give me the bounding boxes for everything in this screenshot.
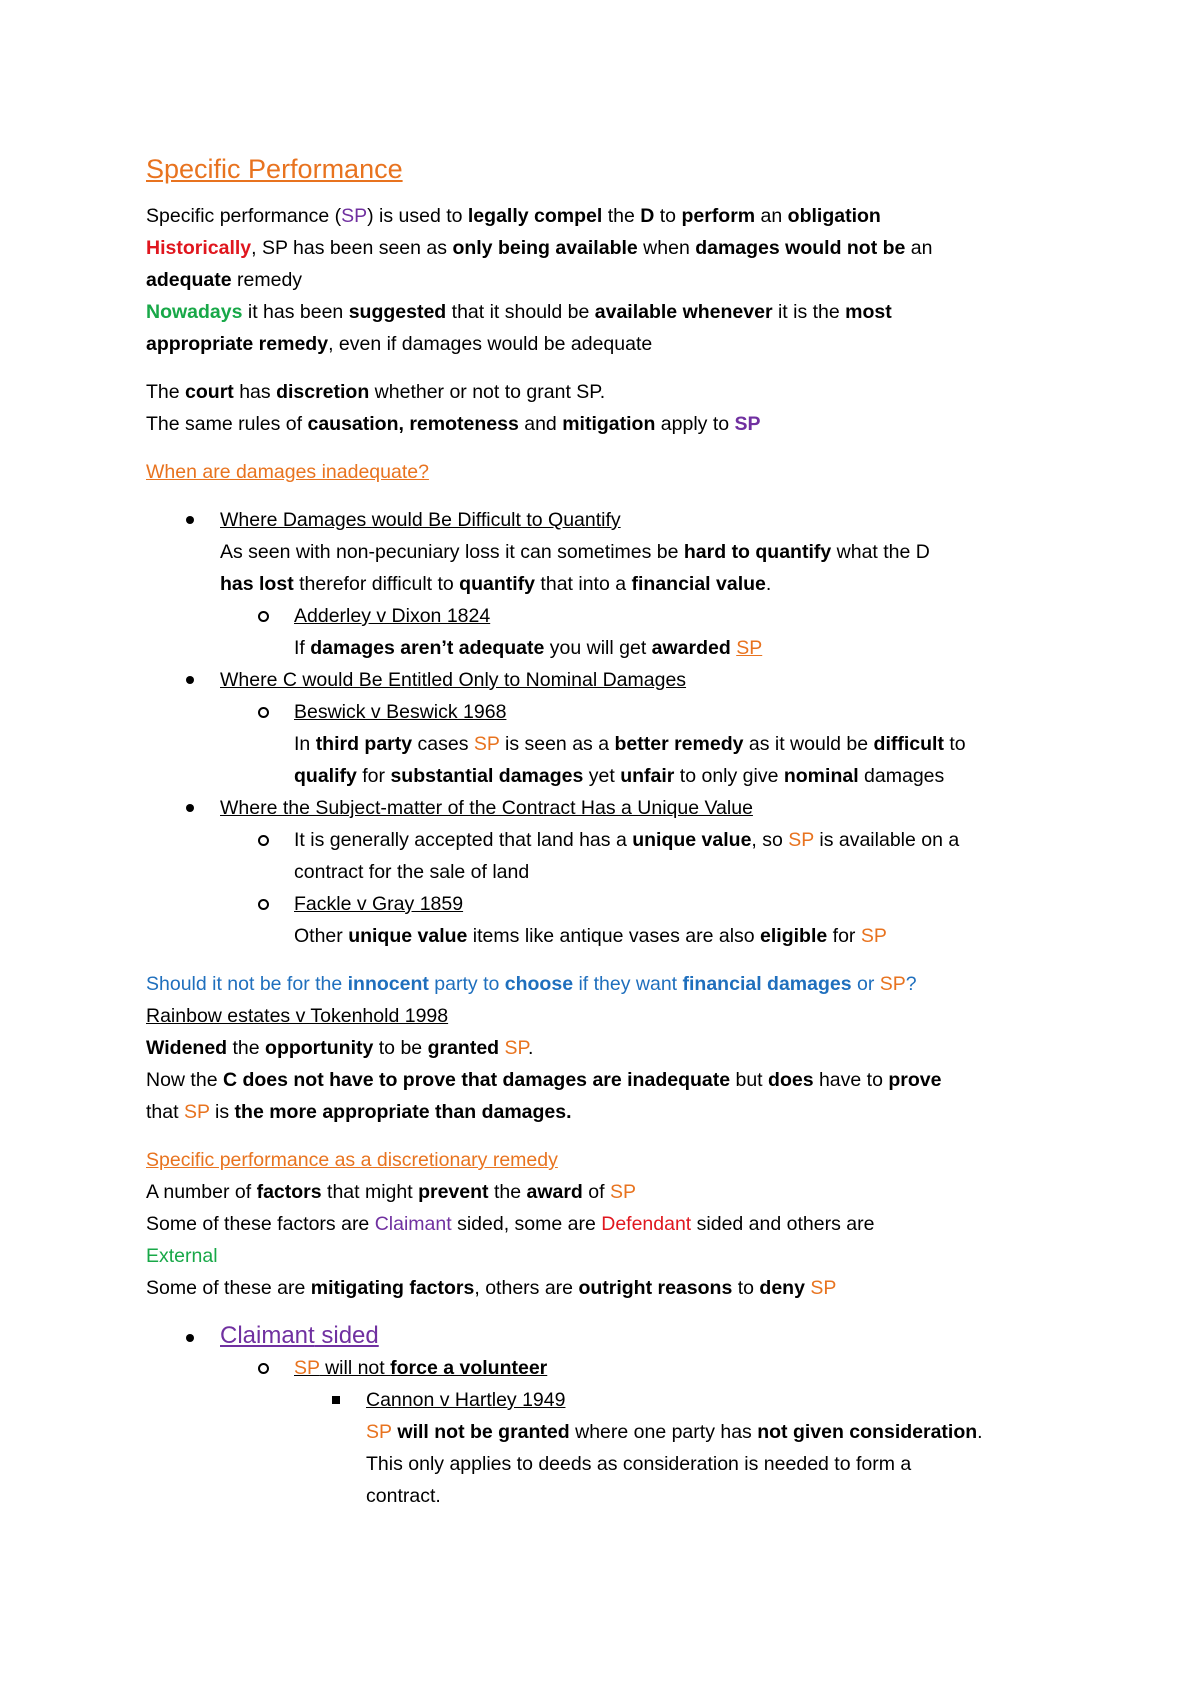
sub-bullet-marker [258,611,269,622]
case-name: Beswick v Beswick 1968 [294,701,507,723]
case-note: In third party cases SP is seen as a better remedy as it would be difficult to [294,733,966,755]
case-note: qualify for substantial damages yet unfair to only give nominal damages [294,765,945,787]
case-rainbow: Rainbow estates v Tokenhold 1998 [146,1005,449,1027]
bullet-title: Claimant sided [220,1322,379,1349]
sub-bullet-marker [258,835,269,846]
sub-bullet-marker [258,899,269,910]
intro-line-2: Historically, SP has been seen as only being available when damages would not be an [146,237,933,259]
court-line-1: The court has discretion whether or not to grant SP. [146,381,606,403]
bullet-nominal-damages [146,664,1076,696]
section-heading-discretion: Specific performance as a discretionary remedy [146,1149,558,1171]
section-heading-inadequate: When are damages inadequate? [146,461,429,483]
case-name: Cannon v Hartley 1949 [366,1389,566,1411]
bullet-title: Where C would Be Entitled Only to Nominal Damages [220,669,687,691]
document-body [146,150,1076,1512]
intro-line-5: appropriate remedy, even if damages would be adequate [146,333,653,355]
discretion-line-1: A number of factors that might prevent the award of SP [146,1181,636,1203]
bullet-marker [186,516,194,524]
case-note: SP will not be granted where one party has not given consideration. [366,1421,983,1443]
intro-line-3: adequate remedy [146,269,303,291]
bullet-difficult-to-quantify [146,504,1076,600]
case-note: contract. [366,1485,441,1507]
rainbow-question: Should it not be for the innocent party to choose if they want financial damages or SP? [146,973,917,995]
case-note: Other unique value items like antique vases are also eligible for SP [294,925,887,947]
bullet-marker [186,804,194,812]
case-cannon [146,1384,1076,1512]
bullet-marker [186,1334,194,1342]
case-note: If damages aren’t adequate you will get awarded SP [294,637,763,659]
sub-bullet-volunteer [146,1352,1076,1384]
sub-bullet-marker [258,707,269,718]
rainbow-line-2: Now the C does not have to prove that damages are inadequate but does have to prove [146,1069,942,1091]
sub-bullet-title: SP will not force a volunteer [294,1357,548,1379]
intro-line-4: Nowadays it has been suggested that it should be available whenever it is the most [146,301,892,323]
sub-bullet-text: contract for the sale of land [294,861,530,883]
bullet-title: Where the Subject-matter of the Contract Has a Unique Value [220,797,753,819]
rainbow-line-1: Widened the opportunity to be granted SP. [146,1037,534,1059]
intro-line-1: Specific performance (SP) is used to legally compel the D to perform an obligation [146,205,881,227]
case-adderley [146,600,1076,664]
case-fackle [146,888,1076,952]
bullet-marker [186,676,194,684]
court-line-2: The same rules of causation, remoteness and mitigation apply to SP [146,413,761,435]
discretion-line-3: External [146,1245,218,1267]
sub-bullet-land [146,824,1076,888]
sub-bullet-text: It is generally accepted that land has a unique value, so SP is available on a [294,829,960,851]
bullet-unique-value [146,792,1076,824]
discretion-line-4: Some of these are mitigating factors, others are outright reasons to deny SP [146,1277,837,1299]
case-name: Adderley v Dixon 1824 [294,605,491,627]
discretion-line-2: Some of these factors are Claimant sided, some are Defendant sided and others are [146,1213,875,1235]
bullet-claimant-sided [146,1320,1076,1352]
page-title: Specific Performance [146,154,403,184]
bullet-text-line: has lost therefor difficult to quantify that into a financial value. [220,573,772,595]
case-beswick [146,696,1076,792]
case-name: Fackle v Gray 1859 [294,893,464,915]
sub-sub-bullet-marker [332,1396,340,1404]
rainbow-line-3: that SP is the more appropriate than damages. [146,1101,572,1123]
case-note: This only applies to deeds as consideration is needed to form a [366,1453,912,1475]
bullet-text-line: As seen with non-pecuniary loss it can sometimes be hard to quantify what the D [220,541,930,563]
bullet-title: Where Damages would Be Difficult to Quantify [220,509,621,531]
sub-bullet-marker [258,1363,269,1374]
